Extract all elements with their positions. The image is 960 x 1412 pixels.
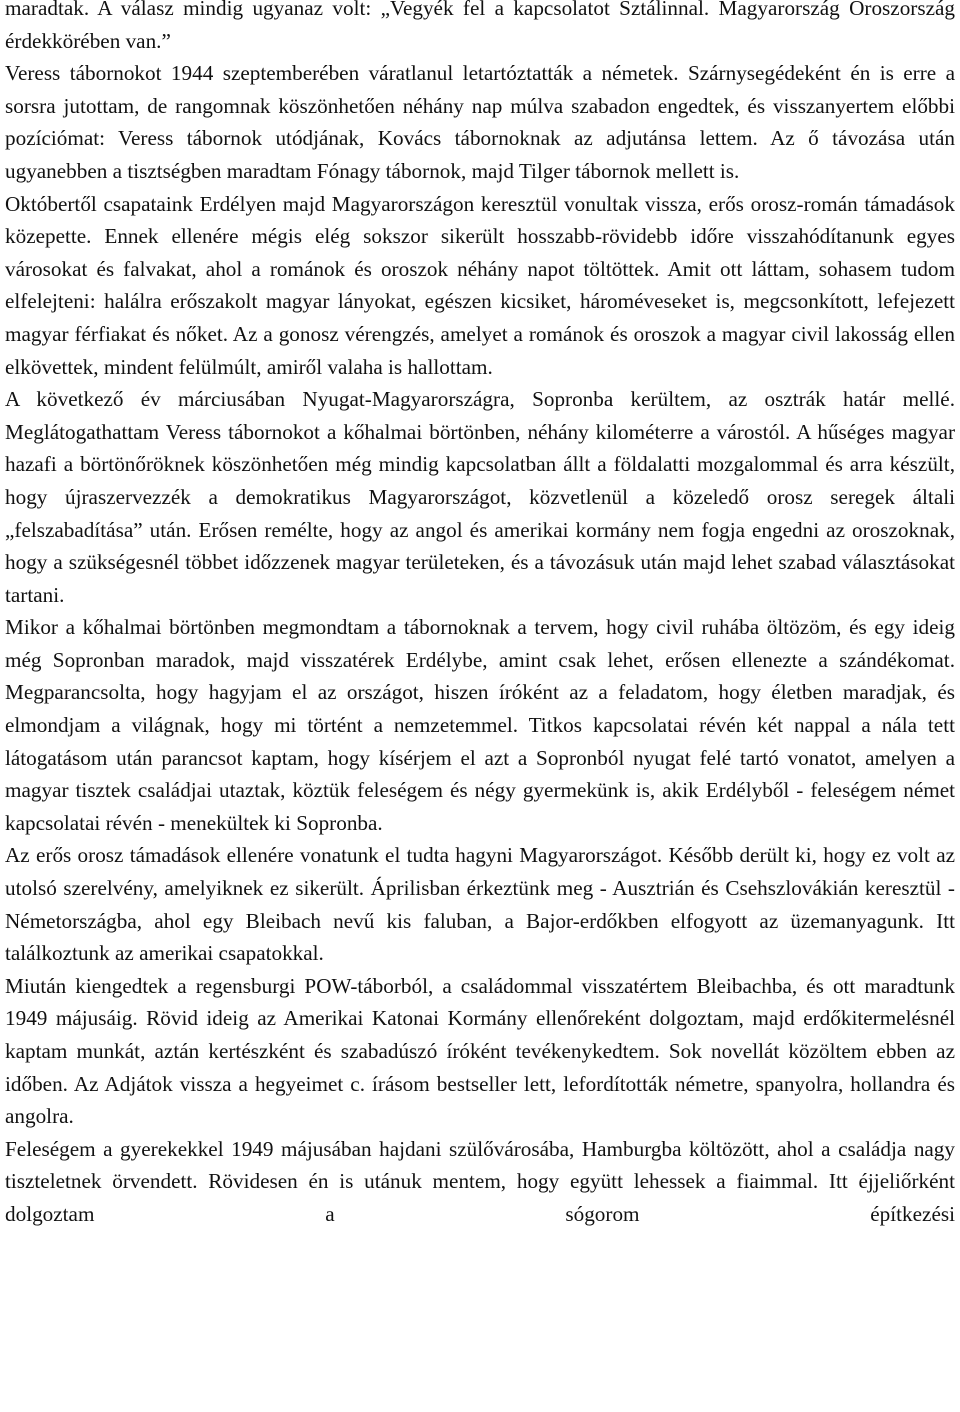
- paragraph-5: Mikor a kőhalmai börtönben megmondtam a tábornoknak a tervem, hogy civil ruhába öltözöm, és egy ideig még Sopronban maradok, majd visszatérek Erdélybe, amint csak lehet, erősen ellenezte a szándékomat. Megparancsolta, hogy hagyjam el az országot, hiszen íróként az a feladatom, hogy életben maradjak, és elmondjam a világnak, hogy mi történt a nemzetemmel. Titkos kapcsolatai révén két nappal a nála tett látogatásom után parancsot kaptam, hogy kísérjem el azt a Sopronból nyugat felé tartó vonatot, amelyen a magyar tisztek családjai utaztak, köztük feleségem és négy gyermekünk is, akik Erdélyből - feleségem német kapcsolatai révén - menekültek ki Sopronba.: [5, 615, 955, 835]
- document-page: [5, 0, 955, 1231]
- paragraph-4: A következő év márciusában Nyugat-Magyarországra, Sopronba kerültem, az osztrák határ mellé. Meglátogathattam Veress tábornokot a kőhalmai börtönben, néhány kilométerre a várostól. A hűséges magyar hazafi a börtönőröknek köszönhetően még mindig kapcsolatban állt a földalatti mozgalommal és arra készült, hogy újraszervezzék a demokratikus Magyarországot, közvetlenül a közeledő orosz seregek általi „felszabadítása” után. Erősen remélte, hogy az angol és amerikai kormány nem fogja engedni az oroszoknak, hogy a szükségesnél többet időzzenek magyar területeken, és a távozásuk után majd lehet szabad választásokat tartani.: [5, 387, 955, 607]
- paragraph-8: Feleségem a gyerekekkel 1949 májusában hajdani szülővárosába, Hamburgba költözött, ahol a családja nagy tiszteletnek örvendett. Rövidesen én is utánuk mentem, hogy együtt lehessek a fiaimmal. Itt éjjeliőrként dolgoztam a sógorom építkezési: [5, 1136, 955, 1226]
- paragraph-7: Miután kiengedtek a regensburgi POW-táborból, a családommal visszatértem Bleibachba, és ott maradtunk 1949 májusáig. Rövid ideig az Amerikai Katonai Kormány ellenőreként dolgoztam, majd erdőkitermelésnél kaptam munkát, aztán kertészként és szabadúszó íróként tevékenykedtem. Sok novellát közöltem ebben az időben. Az Adjátok vissza a hegyeimet c. írásom bestseller lett, lefordították németre, spanyolra, hollandra és angolra.: [5, 973, 955, 1129]
- paragraph-6: Az erős orosz támadások ellenére vonatunk el tudta hagyni Magyarországot. Később derült ki, hogy ez volt az utolsó szerelvény, amelyiknek ez sikerült. Áprilisban érkeztünk meg - Ausztrián és Csehszlovákián keresztül - Németországba, ahol egy Bleibach nevű kis faluban, a Bajor-erdőkben elfogyott az üzemanyagunk. Itt találkoztunk az amerikai csapatokkal.: [5, 843, 955, 966]
- paragraph-1: maradtak. A válasz mindig ugyanaz volt: „Vegyék fel a kapcsolatot Sztálinnal. Magyarország Oroszország érdekkörében van.”: [5, 0, 955, 53]
- paragraph-3: Októbertől csapataink Erdélyen majd Magyarországon keresztül vonultak vissza, erős orosz-román támadások közepette. Ennek ellenére mégis elég sokszor sikerült hosszabb-rövidebb időre visszahódítanunk egyes városokat és falvakat, ahol a románok és oroszok néhány napot töltöttek. Amit ott láttam, sohasem tudom elfelejteni: halálra erőszakolt magyar lányokat, egészen kicsiket, hároméveseket is, megcsonkított, lefejezett magyar férfiakat és nőket. Az a gonosz vérengzés, amelyet a románok és oroszok a magyar civil lakosság ellen elkövettek, mindent felülmúlt, amiről valaha is hallottam.: [5, 191, 955, 379]
- paragraph-2: Veress tábornokot 1944 szeptemberében váratlanul letartóztatták a németek. Szárnysegédeként én is erre a sorsra jutottam, de rangomnak köszönhetően néhány nap múlva szabadon engedtek, és visszanyertem előbbi pozíciómat: Veress tábornok utódjának, Kovács tábornoknak az adjutánsa lettem. Az ő távozása után ugyanebben a tisztségben maradtam Fónagy tábornok, majd Tilger tábornok mellett is.: [5, 61, 955, 183]
